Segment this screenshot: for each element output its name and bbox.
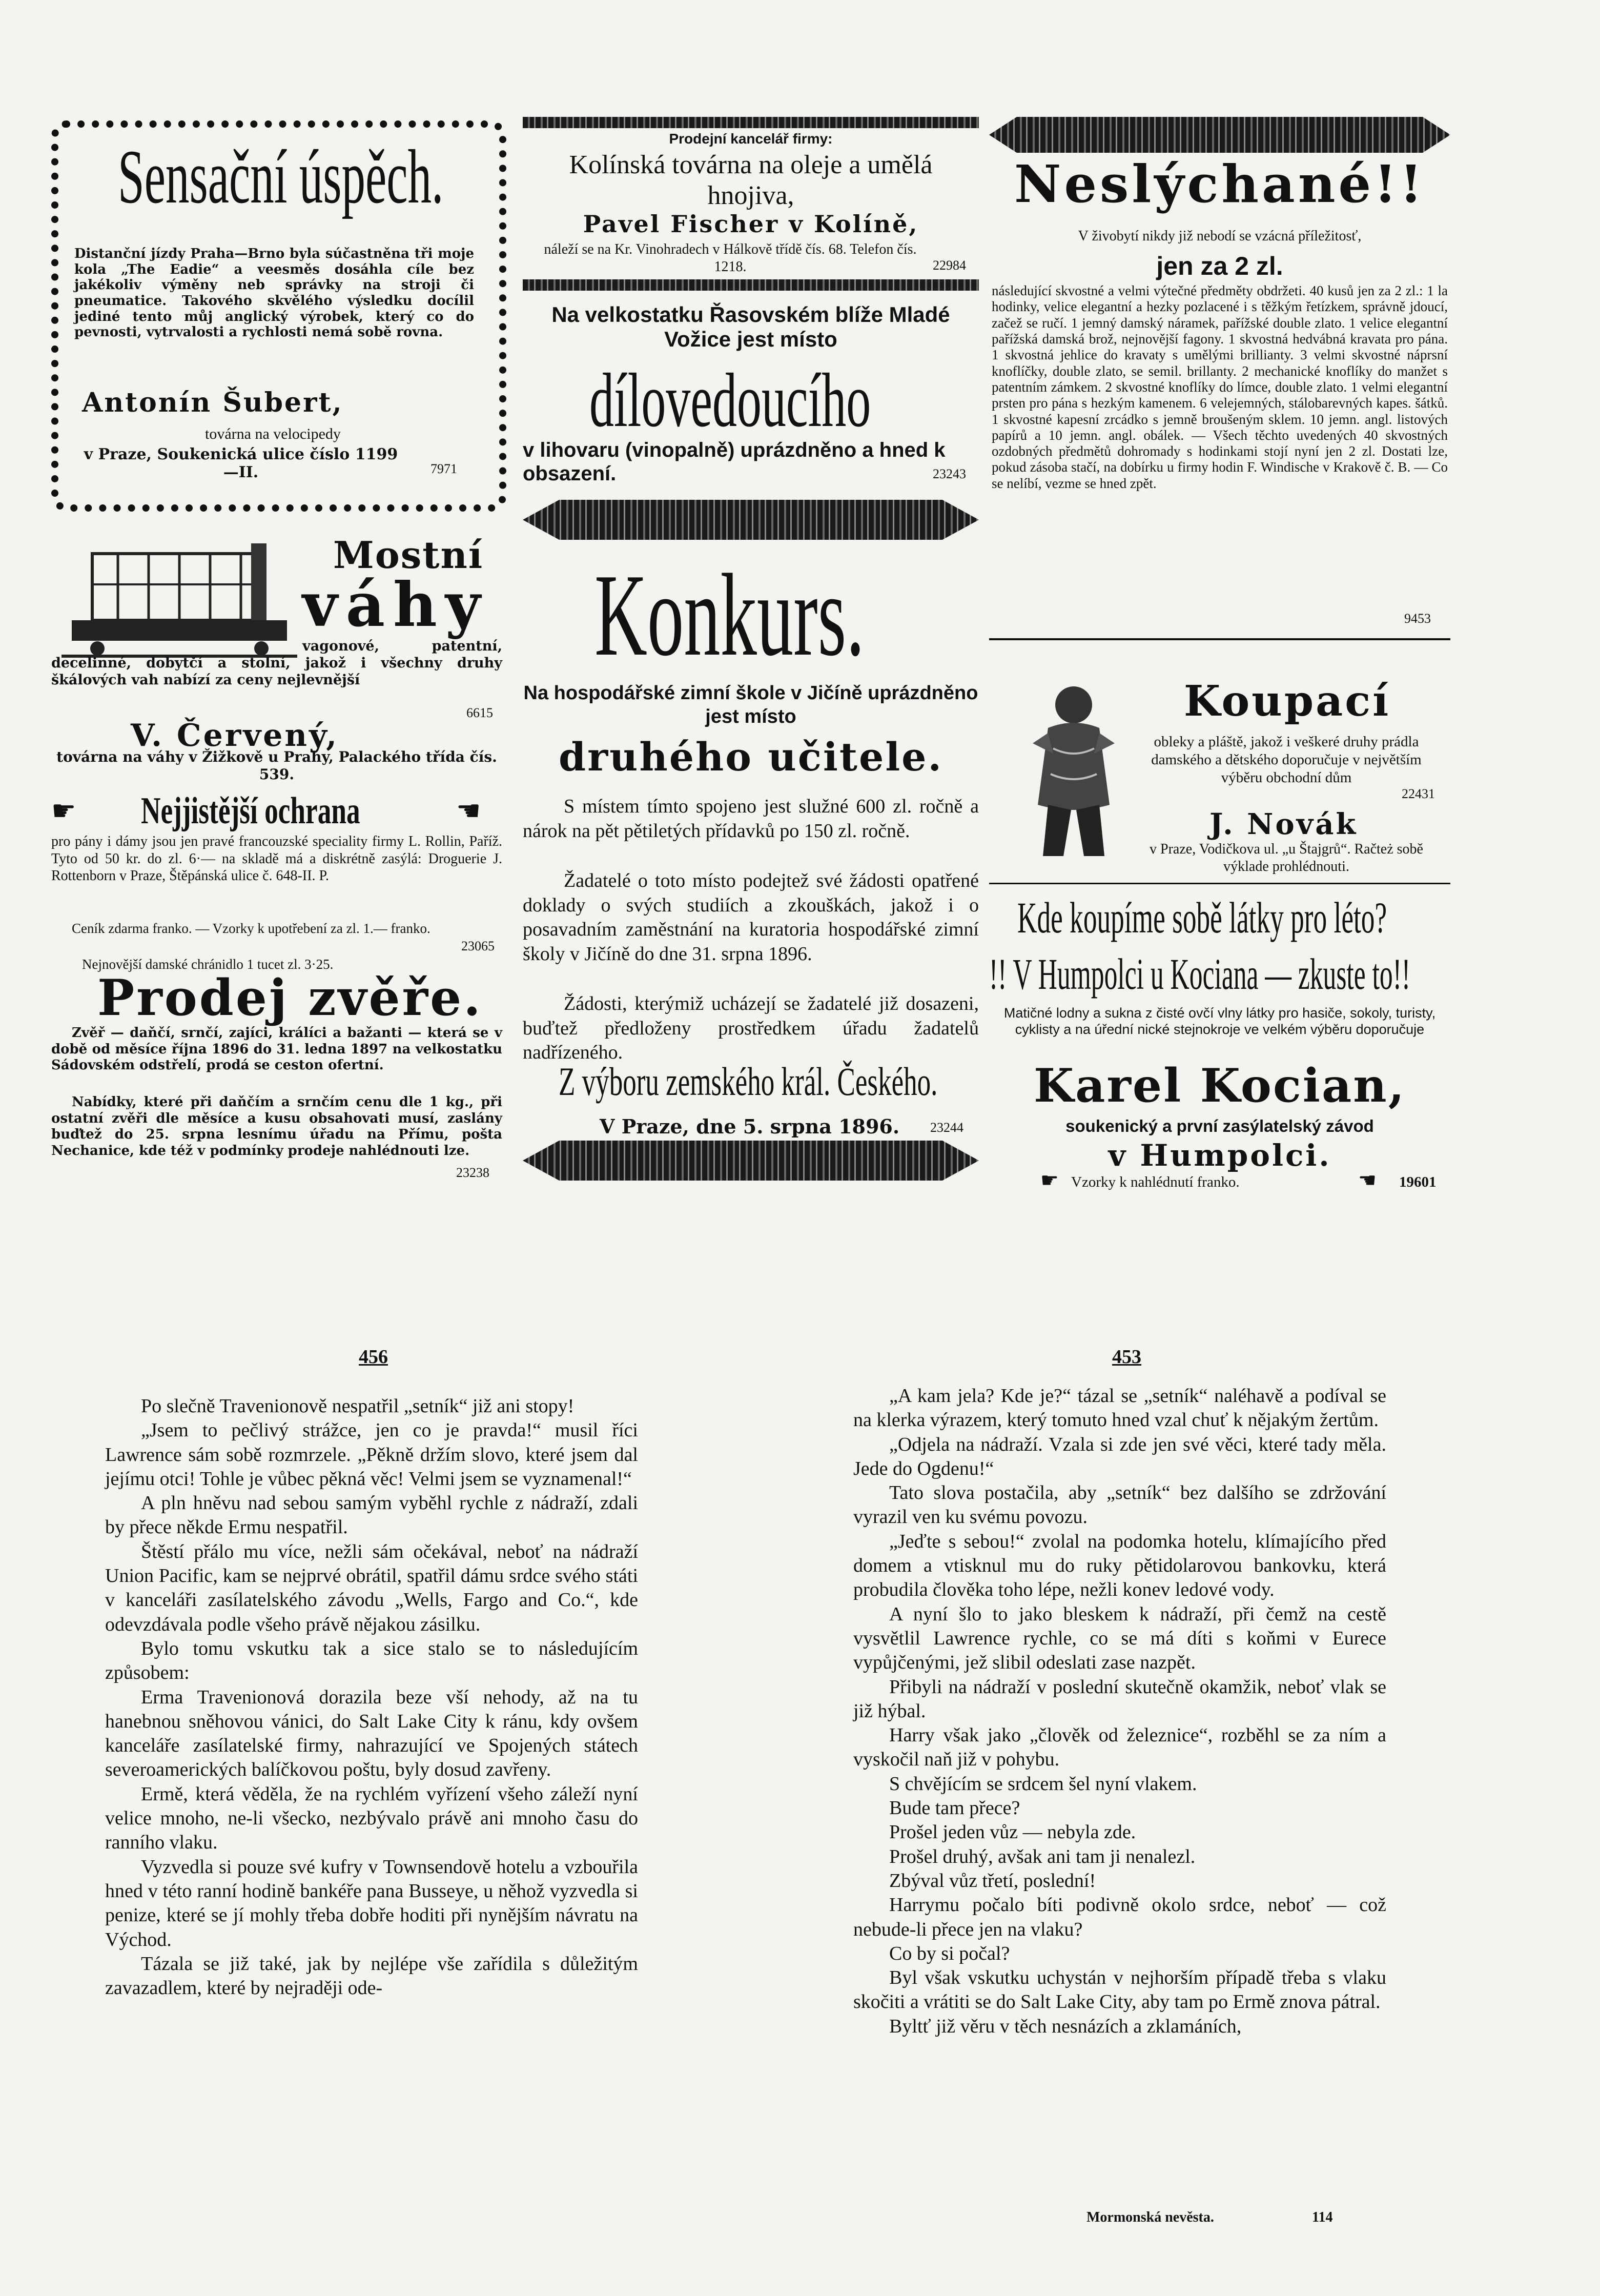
ad-koupaci-headline: Koupací [1184,677,1391,726]
ad-kolinska-firm: Pavel Fischer v Kolíně, [583,210,919,238]
ornamental-rule [523,1141,979,1181]
ad-kocian-note: Vzorky k nahlédnutí franko. [1071,1174,1240,1190]
ornamental-rule [523,117,979,128]
ad-kocian-body: Matičné lodny a sukna z čisté ovčí vlny látky pro hasiče, sokoly, turisty, cyklisty a na úřední nické stejnokroje ve velkém výběru doporučuje [1003,1005,1436,1038]
pointing-hand-icon: ☛ [456,795,481,827]
ad-koupaci-body: obleky a pláště, jakož i veškeré druhy prádla damského a dětského doporučuje v největším výběru obchodní dům [1151,734,1422,786]
ad-sensacni-body-text: Distanční jízdy Praha—Brno byla súčastněna tři moje kola „The Eadie“ a veesměs dosáhla cíle bez jakékoliv výměny neb správky na stroji či pneumatice. Takového skvělého výsledku docílil jediné tento můj anglický výrobek, který co do pevnosti, vytrvalosti a rychlosti nemá sobě rovna. [74,246,474,340]
story-paragraph: A pln hněvu nad sebou samým vyběhl rychle z nádraží, zdali by přece někde Ermu nespatřil. [105,1492,638,1538]
story-paragraph: Zbýval vůz třetí, poslední! [889,1870,1096,1892]
ornamental-rule [523,500,979,540]
story-left-column [105,1394,638,2000]
story-paragraph: Štěstí přálo mu více, nežli sám očekával, neboť na nádraží Union Pacific, kam se nejprvé obrátil, spatřil dámu srdce svého státi v kanceláři zasílatelského závodu „Wells, Fargo and Co.“, kde odevzdávala podle všeho právě nějakou zásilku. [105,1540,638,1635]
story-paragraph: S chvějícím se srdcem šel nyní vlakem. [889,1773,1197,1795]
ornamental-rule [989,117,1450,153]
ad-zvere-code: 23238 [456,1165,489,1180]
ad-lihovar-intro: Na velkostatku Řasovském blíže Mladé Vožice jest místo [551,302,950,352]
ad-neslychane-sub: V živobytí nikdy již nebodí se vzácná příležitosť, [1078,228,1362,244]
ad-zvere-body2: Nabídky, které při daňčím a srnčím cenu dle 1 kg., při ostatní zvěři dle měsíce a kusu obsahovati musí, zaslány buďtež do 25. srpna lesnímu úřadu na Přímu, pošta Nechanice, kde též v podmínky prodeje nahlédnouti lze. [51,1094,502,1159]
ad-kocian-trade: soukenický a první zasýlatelský závod [1065,1116,1374,1135]
story-paragraph: Tato slova postačila, aby „setník“ bez dalšího se zdržování vyrazil ven ku svému povozu. [853,1482,1386,1528]
story-paragraph: Tázala se již také, jak by nejlépe vše zařídila s důležitým zavazadlem, které by nejraději ode- [105,1953,638,1999]
ad-neslychane-headline: Neslýchané!! [1014,154,1425,214]
story-paragraph: Po slečně Travenionově nespatřil „setník“ již ani stopy! [141,1395,575,1417]
right-page-number: 453 [1112,1346,1141,1368]
ad-sensacni-firm: Antonín Šubert, [82,387,343,418]
story-footer-number: 114 [1312,2209,1333,2225]
story-paragraph: Přibyli na nádraží v poslední skutečně okamžik, neboť vlak se již hýbal. [853,1676,1386,1722]
story-paragraph: Ermě, která věděla, že na rychlém vyřízení všeho záleží nyní velice mnoho, ne-li všecko, nezbývalo právě ani mnoho času do ranního vlaku. [105,1783,638,1854]
story-paragraph: Prošel druhý, avšak ani tam ji nenalezl. [889,1845,1196,1867]
ad-kolinska-top: Prodejní kancelář firmy: [669,131,833,147]
ad-ochrana-extra: Nejnovější damské chránidlo 1 tucet zl. 3·25. [82,957,334,972]
ad-ochrana-code: 23065 [461,939,495,953]
ad-konkurs-p2: Žadatelé o toto místo podejtež své žádosti opatřené doklady o svých studiích a zkouškách, jakož i o posavadním zaměstnání na kuratoria hospodářské zimní školy v Jičíně do dne 31. srpna 1896. [523,870,979,965]
ad-kolinska-address: náleží se na Kr. Vinohradech v Hálkově třídě čís. 68. Telefon čís. 1218. [544,241,917,275]
ad-vahy-title1: Mostní [333,533,484,577]
ad-vahy-body: vagonové, patentní, decelinné, dobytčí a stolní, jakož i všechny druhy škálových vah nabízí za ceny nejlevnější [51,638,502,688]
ad-koupaci-code: 22431 [1402,786,1435,801]
ad-kocian-firm: Karel Kocian, [1033,1059,1406,1113]
ad-sensacni-code: 7971 [430,461,457,476]
ad-neslychane-price: jen za 2 zl. [1156,252,1283,280]
ad-sensacni-trade: továrna na velocipedy [205,425,341,442]
ad-konkurs-intro: Na hospodářské zimní škole v Jičíně uprázdněno jest místo [523,682,978,727]
ad-kolinska-code: 22984 [933,258,966,273]
story-paragraph: Bude tam přece? [889,1797,1020,1819]
story-paragraph: Byl však vskutku uchystán v nejhorším případě třeba s vlaku skočiti a vrátiti se do Salt Lake City, aby tam po Ermě znova pátral. [853,1967,1386,2013]
story-paragraph: Bylo tomu vskutku tak a sice stalo se to následujícím způsobem: [105,1637,638,1684]
ad-lihovar-code: 23243 [933,466,966,481]
story-footer-title: Mormonská nevěsta. [1086,2209,1214,2225]
story-paragraph: „A kam jela? Kde je?“ tázal se „setník“ naléhavě a podíval se na klerka výrazem, který tomuto hned vzal chuť k nějakým žertům. [853,1385,1386,1431]
ad-sensacni-body [74,246,474,340]
ad-neslychane-code: 9453 [1404,611,1431,626]
ad-zvere-headline: Prodej zvěře. [97,969,483,1027]
ad-neslychane-body: následující skvostné a velmi výtečné předměty obdržeti. 40 kusů jen za 2 zl.: 1 la hodinky, velice elegantní a hezky pozlacené i s těžkým řetízkem, správně jdoucí, začež se ručí. 1 jemný damský náramek, pařížské double zlato. 1 velice elegantní pařížská damská brož, nejnovější fagony. 1 skvostná hedvábná kravata pro pána. 1 skvostná jehlice do kravaty s umělými brillianty. 3 velmi skvostné náprsní knoflíčky, double zlato, se semil. brillanty. 2 mechanické knoflíky do manžet s patentním zámkem. 2 skvostné knoflíky do límce, double zlato. 1 velmi elegantní prsten pro pána s hezkým kamenem. 6 velejemných, stálobarevných kapes. šátků. 1 skvostné kapesní zrcádko s jemně broušeným sklem. 10 jemn. angl. listových papírů a 10 jemn. angl. obálek. — Všech těchto uvedených 40 skvostných ozdobných předmětů dohromady s hodinkami stojí nyní jen 2 zl. Dostati lze, pokud zásoba stačí, na dobírku u firmy hodin F. Windische v Krakově č. B. — Co se nelíbí, vezme se hned zpět. [992,283,1448,491]
ad-vahy-firm: V. Červený, [131,718,339,754]
story-paragraph: Harrymu počalo bíti podivně okolo srdce, neboť — což nebude-li přece jen na vlaku? [853,1894,1386,1940]
ad-konkurs-sign: Z výboru zemského král. Českého. [559,1059,938,1104]
pointing-hand-icon: ☛ [1040,1169,1059,1192]
story-paragraph: Byltť již věru v těch nesnázích a zklamáních, [889,2015,1242,2037]
left-page-number: 456 [359,1346,388,1368]
ad-ochrana-headline: Nejjistější ochrana [141,790,360,832]
ornamental-rule [523,279,979,291]
ad-lihovar-tail: v lihovaru (vinopalně) uprázdněno a hned k obsazení. [523,439,946,485]
ad-konkurs-p3: Žádosti, kterýmiž ucházejí se žadatelé již dosazeni, buďtež předloženy prostředkem úřadu žadatelů nadřízeného. [523,993,979,1063]
story-paragraph: Erma Travenionová dorazila beze vší nehody, až na tu hanebnou sněhovou vánici, do Salt Lake City k ránu, kdy ovšem kanceláře zasílatelské firmy, nahrazující ve Spojených státech severoamerických balíčkovou poštu, byly dosud zavřeny. [105,1686,638,1781]
bather-illustration [1012,677,1135,866]
story-right-column [853,1384,1386,2039]
story-paragraph: Prošel jeden vůz — nebyla zde. [889,1821,1136,1843]
story-paragraph: „Jeďte s sebou!“ zvolal na podomka hotelu, klímajícího před domem a vtisknul mu do ruky pětidolarovou bankovku, která probudila člověka toho lépe, nežli konev ledové vody. [853,1530,1386,1601]
horizontal-rule [989,638,1450,640]
story-paragraph: „Odjela na nádraží. Vzala si zde jen své věci, které tady měla. Jede do Ogdenu!“ [853,1433,1386,1479]
ad-kocian-code: 19601 [1399,1174,1437,1190]
ad-vahy-title2: váhy [302,569,489,640]
pointing-hand-icon: ☛ [1358,1169,1377,1192]
ad-sensacni-headline: Sensační úspěch. [118,134,444,219]
ad-vahy-code: 6615 [466,705,493,720]
ad-konkurs-p1: S místem tímto spojeno jest služné 600 zl. ročně a nárok na pět pětiletých přídavků po 150 zl. ročně. [523,796,979,842]
ad-kocian-place: v Humpolci. [1108,1138,1331,1173]
story-paragraph: „Jsem to pečlivý strážce, jen co je pravda!“ musil říci Lawrence sám sobě rozmrzele. „Pěkně držím slovo, které jsem dal jejímu otci! Tohle je vůbec pěkná věc! Velmi jsem se vyznamenal!“ [105,1419,638,1490]
horizontal-rule [989,883,1450,884]
ad-lihovar-big: dílovedoucího [589,358,871,443]
ad-kocian-answer: !! V Humpolci u Kociana — zkuste to!! [989,949,1411,999]
ad-konkurs-code: 23244 [930,1120,963,1135]
ad-ochrana-pricelist: Ceník zdarma franko. — Vzorky k upotřebení za zl. 1.— franko. [72,921,430,936]
ad-koupaci-firm: J. Novák [1209,807,1358,841]
ad-kocian-question: Kde koupíme sobě látky pro léto? [1017,893,1387,942]
ad-konkurs-headline: Konkurs. [594,550,865,680]
ad-koupaci-address: v Praze, Vodičkova ul. „u Štajgrů“. Račteż sobě výklade prohlédnouti. [1150,841,1423,875]
story-paragraph: Co by si počal? [889,1942,1010,1964]
story-paragraph: A nyní šlo to jako bleskem k nádraží, při čemž na cestě vysvětlil Lawrence rychle, co se má díti s koňmi v Eurece vypůjčenými, jež slibil odeslati zase nazpět. [853,1603,1386,1674]
pointing-hand-icon: ☛ [51,795,76,827]
ad-zvere-body: Zvěř — daňčí, srnčí, zajíci, králíci a bažanti — která se v době od měsíce října 1896 do 31. ledna 1897 na velkostatku Sádovském odstřelí, prodá se ceston ofertní. [51,1025,502,1073]
story-paragraph: Vyzvedla si pouze své kufry v Townsendově hotelu a vzbouřila hned v této ranní hodině bankéře pana Busseye, u něhož vyzvedla si penize, které se jí mohly třeba dobře hoditi při nynějším návratu na Východ. [105,1856,638,1950]
ad-sensacni-address: v Praze, Soukenická ulice číslo 1199—II. [84,445,398,481]
ad-kolinska-headline: Kolínská továrna na oleje a umělá hnojiva, [569,150,933,210]
story-paragraph: Harry však jako „člověk od železnice“, rozběhl se za ním a vyskočil naň již v pohybu. [853,1724,1386,1771]
ad-vahy-address: továrna na váhy v Žižkově u Prahy, Palackého třída čís. 539. [56,748,497,783]
ad-konkurs-date: V Praze, dne 5. srpna 1896. [600,1115,900,1138]
ad-ochrana-body: pro pány i dámy jsou jen pravé francouzské speciality firmy L. Rollin, Paříž. Tyto od 50 kr. do zl. 6·— na skladě má a diskrétně zasýlá: Droguerie J. Rottenborn v Praze, Štěpánská ulice č. 648-II. P. [51,834,502,884]
ad-konkurs-big: druhého učitele. [559,734,943,780]
